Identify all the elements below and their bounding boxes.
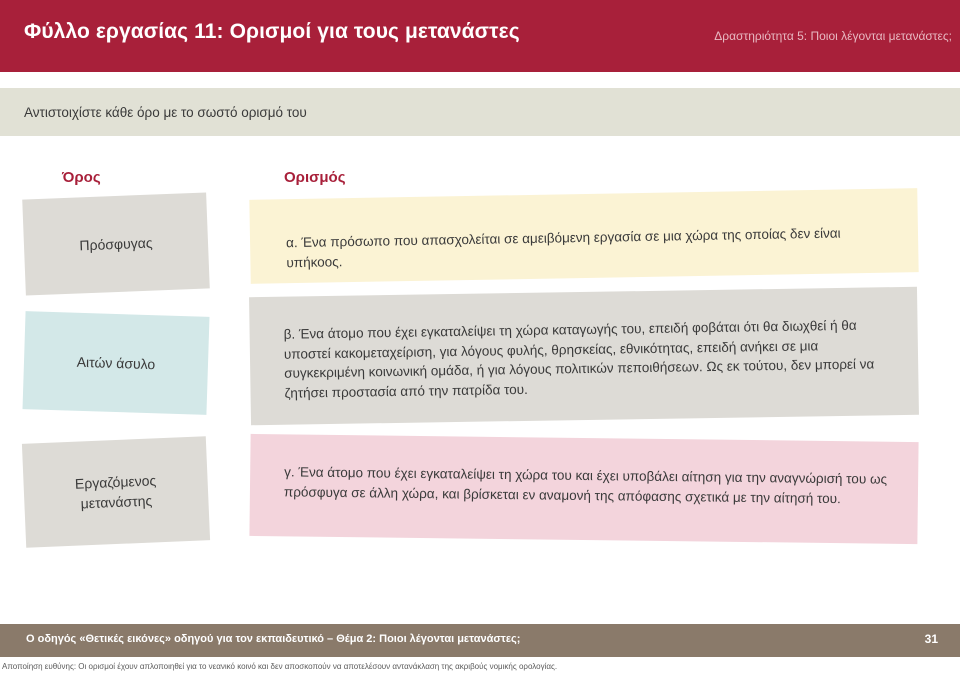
term-card-asylum-seeker[interactable] xyxy=(23,311,210,415)
guide-title: Ο οδηγός «Θετικές εικόνες» οδηγού για τον εκπαιδευτικό – Θέμα 2: Ποιοι λέγονται μετανάστες; xyxy=(26,633,521,645)
page-header xyxy=(0,0,960,72)
term-column-header: Όρος xyxy=(62,169,101,186)
term-card-refugee[interactable] xyxy=(22,193,210,296)
term-card-migrant-worker[interactable] xyxy=(22,436,210,548)
instruction-text: Αντιστοιχίστε κάθε όρο με το σωστό ορισμό του xyxy=(24,105,307,120)
definition-text: γ. Ένα άτομο που έχει εγκαταλείψει τη χώρα του και έχει υποβάλει αίτηση για την αναγνώρισή του ως πρόσφυγα σε άλλη χώρα, και βρίσκεται εν αναμονή της απόφασης σχετικά με την αίτησή του. xyxy=(283,464,888,506)
page-number: 31 xyxy=(924,632,938,646)
definition-text: β. Ένα άτομο που έχει εγκαταλείψει τη χώρα καταγωγής του, επειδή φοβάται ότι θα διωχθεί ή θα υποστεί κακομεταχείριση, για λόγους φυλής, θρησκείας, εθνικότητας, επειδή ανήκει σε μια συγκεκριμένη κοινωνική ομάδα, ή για λόγους πολιτικών πεποιθήσεων. Ως εκ τούτου, δεν μπορεί να ζητήσει προστασία από την πατρίδα του. xyxy=(283,317,875,401)
term-label: Εργαζόμενος μετανάστης xyxy=(74,472,157,512)
activity-label: Δραστηριότητα 5: Ποιοι λέγονται μετανάστες; xyxy=(714,29,952,43)
term-label: Αιτών άσυλο xyxy=(76,353,156,373)
definition-card-b[interactable] xyxy=(249,287,919,425)
instruction-band xyxy=(0,88,960,136)
page-title: Φύλλο εργασίας 11: Ορισμοί για τους μετανάστες xyxy=(24,20,520,43)
definition-card-c[interactable] xyxy=(249,434,918,544)
definition-text: α. Ένα πρόσωπο που απασχολείται σε αμειβόμενη εργασία σε μια χώρα της οποίας δεν είναι υπήκοος. xyxy=(285,225,841,270)
disclaimer-text: Αποποίηση ευθύνης: Οι ορισμοί έχουν απλοποιηθεί για το νεανικό κοινό και δεν αποσκοπούν να αποτελέσουν αντανάκλαση της ακριβούς νομικής ορολογίας. xyxy=(2,662,558,671)
page-footer xyxy=(0,624,960,657)
definition-column-header: Ορισμός xyxy=(284,169,346,186)
term-label: Πρόσφυγας xyxy=(79,234,153,254)
definition-card-a[interactable] xyxy=(249,188,918,284)
